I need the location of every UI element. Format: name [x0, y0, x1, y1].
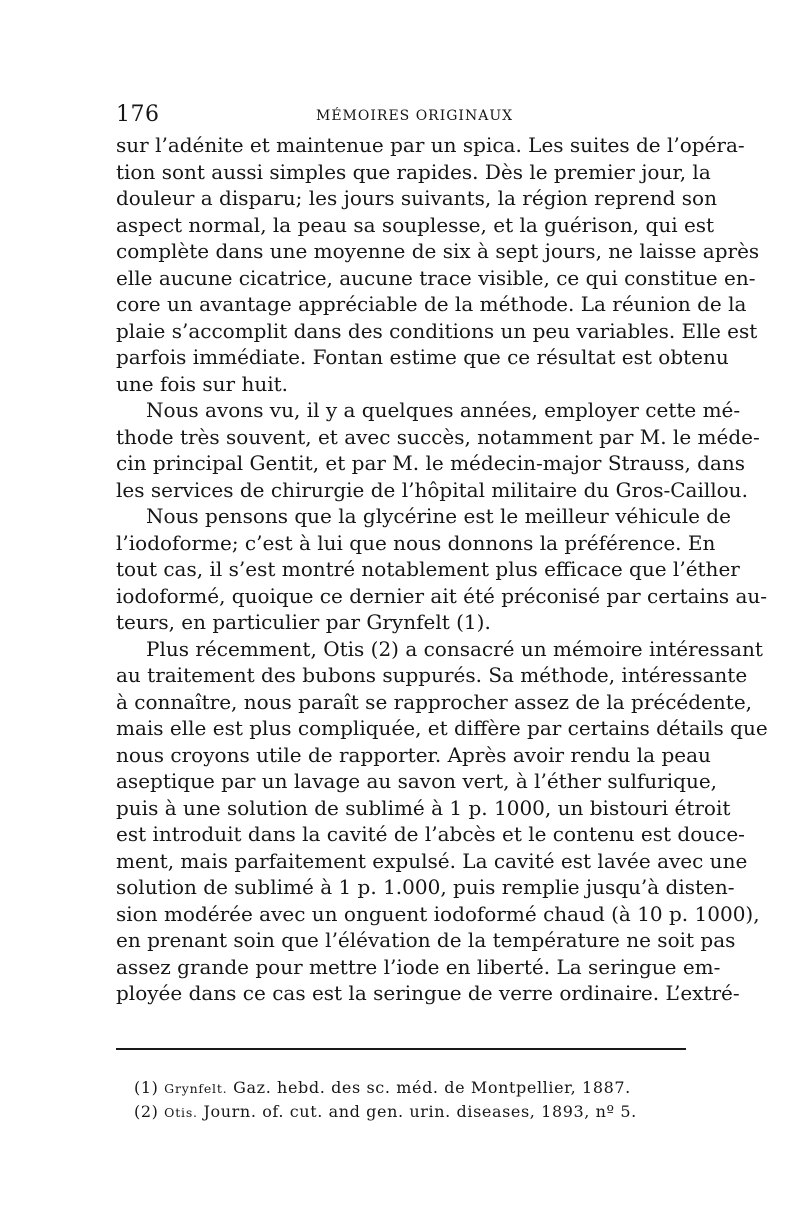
text-line: douleur a disparu; les jours suivants, la région reprend son — [116, 186, 717, 210]
footnote-marker: (1) — [134, 1078, 159, 1097]
text-line: Plus récemment, Otis (2) a consacré un mémoire intéressant — [146, 636, 763, 661]
text-line: les services de chirurgie de l’hôpital militaire du Gros-Caillou. — [116, 477, 748, 502]
footnotes — [134, 1076, 686, 1124]
text-line: nous croyons utile de rapporter. Après avoir rendu la peau — [116, 742, 711, 767]
text-line: aseptique par un lavage au savon vert, à l’éther sulfurique, — [116, 769, 718, 793]
text-line: puis à une solution de sublimé à 1 p. 1000, un bistouri étroit — [116, 795, 731, 820]
text-line: Nous pensons que la glycérine est le meilleur véhicule de — [146, 504, 731, 528]
text-line: sur l’adénite et maintenue par un spica. Les suites de l’opéra- — [116, 133, 745, 157]
text-line: ployée dans ce cas est la seringue de verre ordinaire. L’extré- — [116, 981, 740, 1005]
text-line: thode très souvent, et avec succès, notamment par M. le méde- — [116, 424, 760, 449]
running-title: MÉMOIRES ORIGINAUX — [316, 108, 514, 124]
text-line: mais elle est plus compliquée, et diffère par certains détails que — [116, 716, 768, 740]
text-line: cin principal Gentit, et par M. le médecin-major Strauss, dans — [116, 451, 746, 475]
text-line: une fois sur huit. — [116, 371, 289, 396]
footnote-author: Otis. — [164, 1105, 198, 1120]
text-line: à connaître, nous paraît se rapprocher assez de la précédente, — [116, 689, 753, 714]
page-number: 176 — [116, 102, 160, 127]
text-line: elle aucune cicatrice, aucune trace visible, ce qui constitue en- — [116, 265, 756, 290]
text-line: parfois immédiate. Fontan estime que ce résultat est obtenu — [116, 345, 729, 369]
text-line: core un avantage appréciable de la méthode. La réunion de la — [116, 292, 747, 316]
text-line: sion modérée avec un onguent iodoformé chaud (à 10 p. 1000), — [116, 901, 760, 926]
text-line: solution de sublimé à 1 p. 1.000, puis remplie jusqu’à disten- — [116, 875, 735, 899]
footnote-author: Grynfelt. — [164, 1081, 228, 1096]
text-line: ment, mais parfaitement expulsé. La cavité est lavée avec une — [116, 848, 748, 873]
text-line: tout cas, il s’est montré notablement plus efficace que l’éther — [116, 557, 740, 581]
footnote-marker: (2) — [134, 1102, 159, 1121]
body-text — [116, 132, 768, 1007]
text-line: tion sont aussi simples que rapides. Dès le premier jour, la — [116, 159, 711, 184]
footnote-text: Gaz. hebd. des sc. méd. de Montpellier, 1887. — [233, 1078, 631, 1097]
text-line: assez grande pour mettre l’iode en liberté. La seringue em- — [116, 954, 721, 979]
text-line: est introduit dans la cavité de l’abcès et le contenu est douce- — [116, 822, 745, 846]
footnote-divider — [116, 1048, 686, 1050]
text-line: teurs, en particulier par Grynfelt (1). — [116, 610, 491, 634]
text-line: complète dans une moyenne de six à sept jours, ne laisse après — [116, 239, 760, 263]
footnote-2 — [134, 1100, 686, 1124]
footnote-1 — [134, 1076, 686, 1100]
text-line: en prenant soin que l’élévation de la température ne soit pas — [116, 928, 736, 952]
text-line: l’iodoforme; c’est à lui que nous donnons la préférence. En — [116, 530, 716, 555]
text-line: iodoformé, quoique ce dernier ait été préconisé par certains au- — [116, 583, 768, 608]
text-line: aspect normal, la peau sa souplesse, et la guérison, qui est — [116, 212, 715, 237]
text-line: Nous avons vu, il y a quelques années, employer cette mé- — [146, 398, 741, 422]
text-line: au traitement des bubons suppurés. Sa méthode, intéressante — [116, 663, 748, 687]
page-header — [116, 101, 686, 129]
footnote-text: Journ. of. cut. and gen. urin. diseases, 1893, nº 5. — [203, 1102, 637, 1121]
text-line: plaie s’accomplit dans des conditions un peu variables. Elle est — [116, 318, 758, 343]
